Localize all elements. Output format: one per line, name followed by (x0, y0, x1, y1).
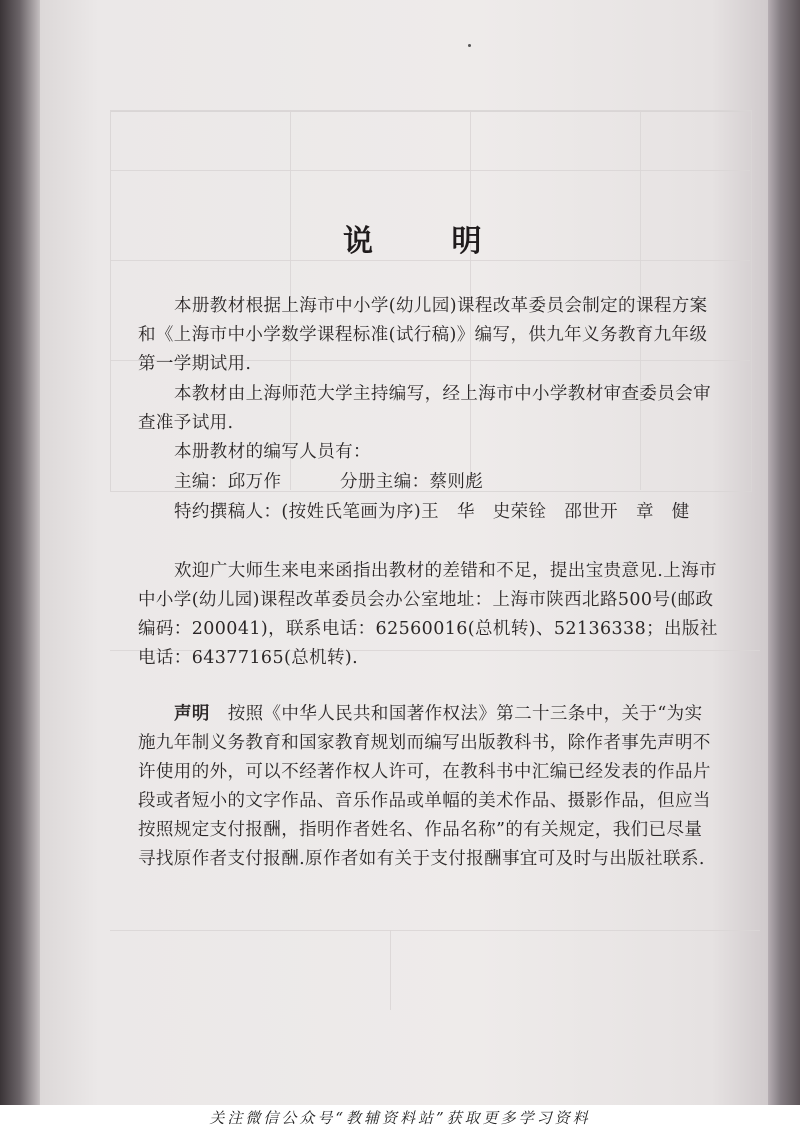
paragraph-feedback: 欢迎广大师生来电来函指出教材的差错和不足，提出宝贵意见.上海市中小学(幼儿园)课程改革委员会办公室地址：上海市陕西北路500号(邮政编码：200041)，联系电话：62560016(总机转)、52136338；出版社电话：64377165(总机转). (138, 561, 718, 668)
volume-editor: 分册主编：蔡则彪 (340, 472, 484, 492)
scan-shadow-right (768, 0, 800, 1105)
page-title: 说 明 (343, 224, 516, 259)
chief-editor: 主编：邱万作 (174, 472, 282, 492)
paragraph-curriculum: 本册教材根据上海市中小学(幼儿园)课程改革委员会制定的课程方案和《上海市中小学数学课程标准(试行稿)》编写，供九年义务教育九年级第一学期试用. (138, 296, 708, 374)
contributors: 特约撰稿人：(按姓氏笔画为序)王 华 史荣铨 邵世开 章 健 (174, 502, 690, 522)
watermark-footer: 关注微信公众号“教辅资料站”获取更多学习资料 (0, 1105, 800, 1132)
show-through-line (110, 930, 760, 931)
show-through-line (110, 170, 750, 171)
scan-shadow-left (0, 0, 44, 1105)
copyright-statement (138, 700, 718, 874)
show-through-line (110, 260, 750, 261)
statement-label: 声明 (174, 704, 210, 724)
paragraph-editing-unit: 本教材由上海师范大学主持编写，经上海市中小学教材审查委员会审查准予试用. (138, 384, 711, 433)
statement-text: 按照《中华人民共和国著作权法》第二十三条中，关于“为实施九年制义务教育和国家教育规划而编写出版教科书，除作者事先声明不许使用的外，可以不经著作权人许可，在教科书中汇编已经发表的作品片段或者短小的文字作品、音乐作品或单幅的美术作品、摄影作品，但应当按照规定支付报酬，指明作者姓名、作品名称”的有关规定，我们已尽量寻找原作者支付报酬.原作者如有关于支付报酬事宜可及时与出版社联系. (138, 704, 711, 869)
page-dot (468, 44, 471, 47)
show-through-line (390, 930, 391, 1010)
editors-intro: 本册教材的编写人员有： (174, 442, 371, 462)
